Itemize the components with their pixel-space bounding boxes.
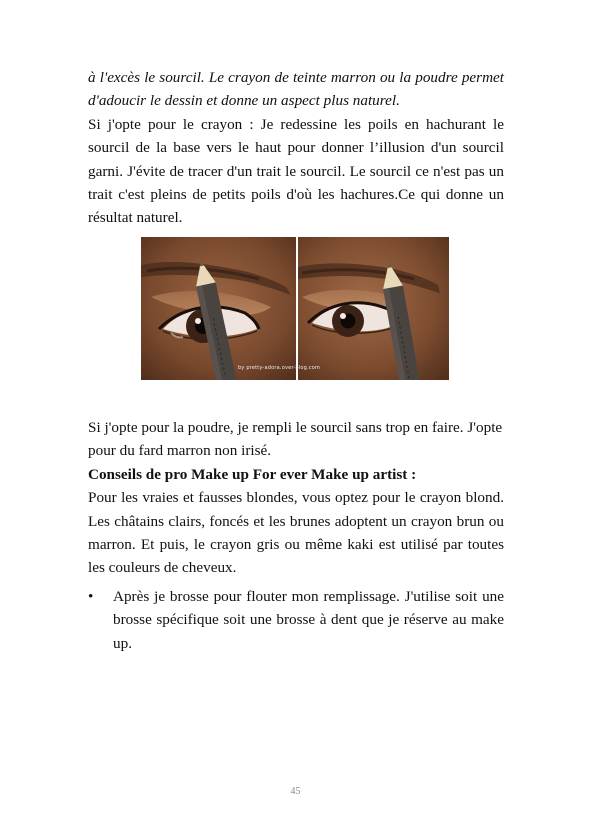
page-number: 45 [290,786,301,797]
list-item [88,585,504,655]
intro-text-block [88,66,504,230]
eyebrow-pencil-photo [141,237,449,380]
crayon-paragraph: Si j'opte pour le crayon : Je redessine les poils en hachurant le sourcil de la base vers le haut pour donner l’illusion d'un sourcil garni. J'évite de tracer d'un trait le sourcil. Le sourcil ce n'est pas un trait c'est pleins de petits poils d'où les hachures.Ce qui donne un résultat naturel. [88,115,504,227]
photo-left-panel [141,237,296,380]
tips-heading: Conseils de pro Make up For ever Make up artist : [88,465,417,483]
powder-paragraph: Si j'opte pour la poudre, je rempli le sourcil sans trop en faire. J'opte pour du fard marron non irisé. [88,419,503,460]
bullet-mark: • [88,588,94,605]
bullet-text: Après je brosse pour flouter mon remplissage. J'utilise soit une brosse spécifique soit une brosse à dent que je réserve au make up. [113,588,504,652]
photo-watermark: by pretty-adora.over-blog.com [238,365,321,371]
photo-right-panel [298,237,449,380]
tips-paragraph: Pour les vraies et fausses blondes, vous optez pour le crayon blond. Les châtains clairs, foncés et les brunes adoptent un crayon brun ou marron. Et puis, le crayon gris ou même kaki est utilisé par toutes les couleurs de cheveux. [88,489,504,577]
powder-text-block [88,416,504,580]
bullet-list [88,585,504,655]
intro-italic-paragraph: à l'excès le sourcil. Le crayon de teinte marron ou la poudre permet d'adoucir le dessin et donne un aspect plus naturel. [88,69,504,110]
eye-right-illustration [298,237,449,380]
eye-left-illustration [141,237,296,380]
